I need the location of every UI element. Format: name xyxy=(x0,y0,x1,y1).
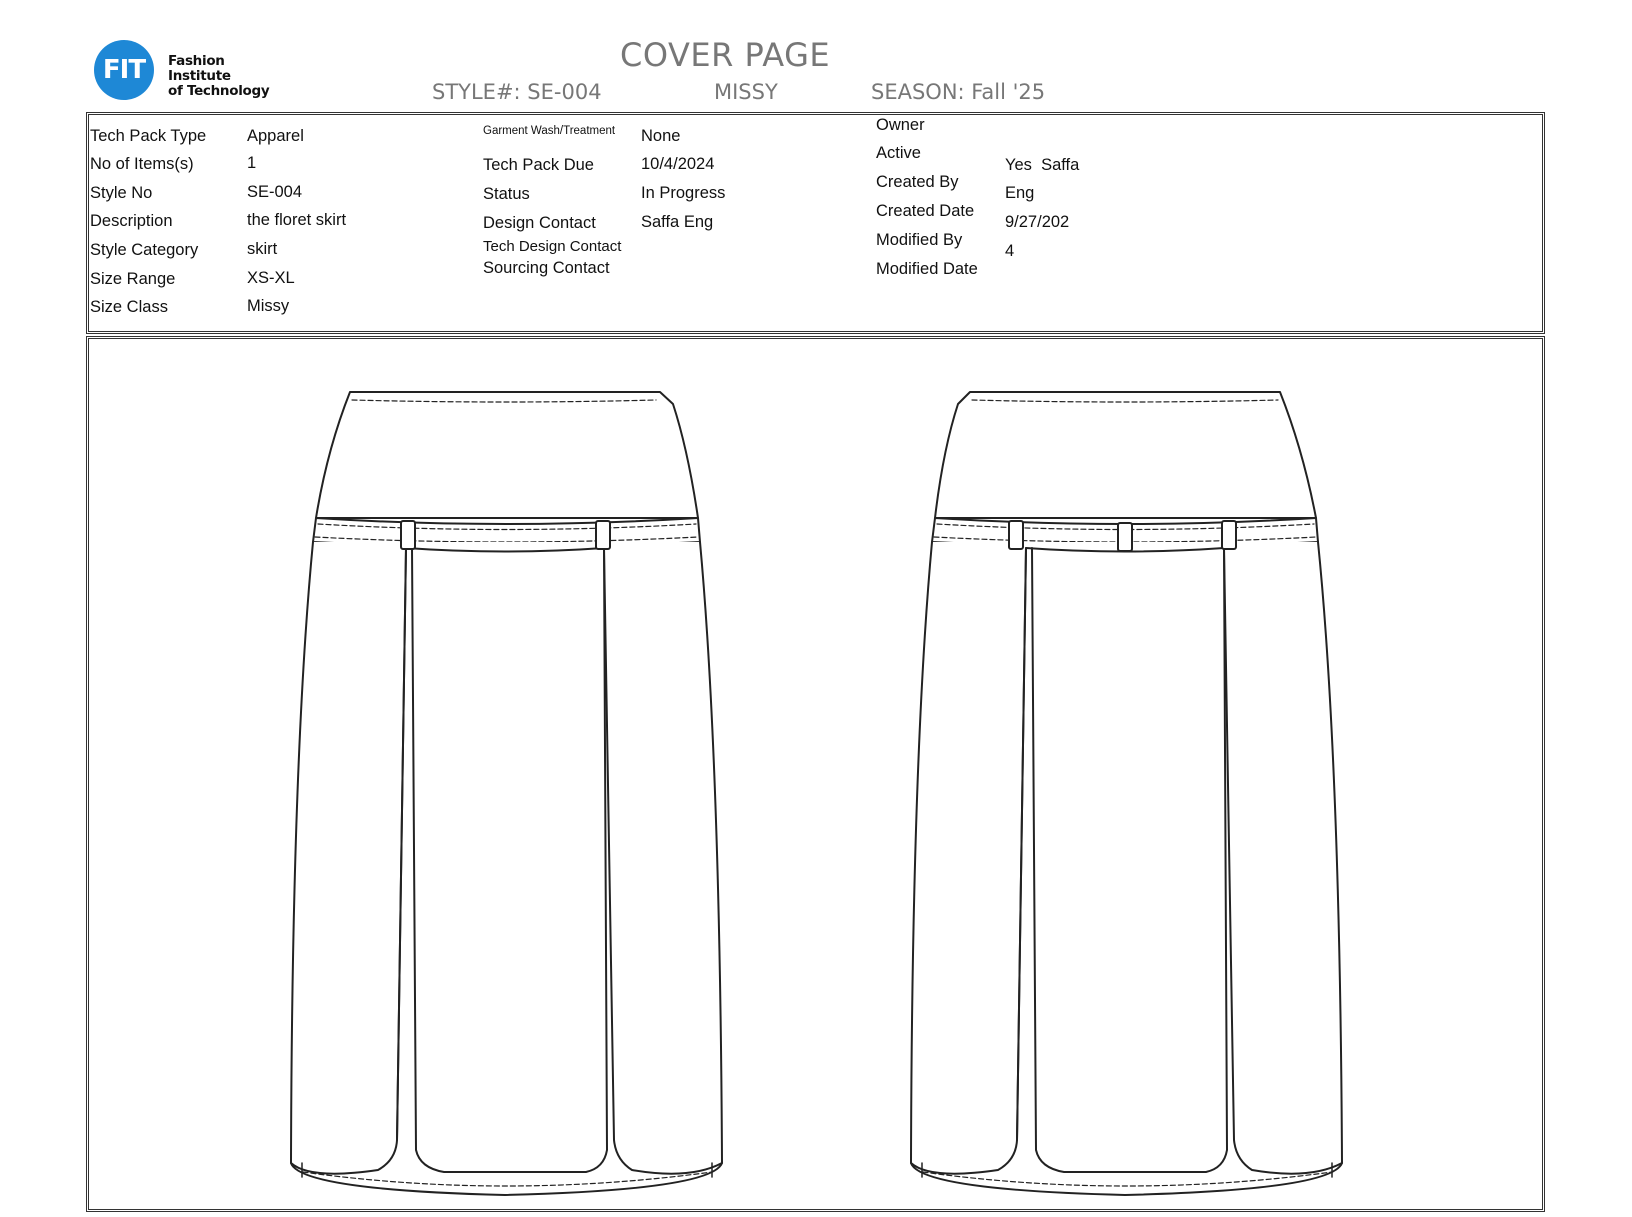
value-design-contact: Saffa Eng xyxy=(641,213,714,231)
value-created-by-cont: Eng xyxy=(1005,184,1035,202)
label-tech-pack-type: Tech Pack Type xyxy=(90,127,207,145)
page-title: COVER PAGE xyxy=(620,36,831,74)
label-size-class: Size Class xyxy=(90,298,168,316)
label-garment-wash: Garment Wash/Treatment xyxy=(483,125,616,137)
label-style-no: Style No xyxy=(90,184,153,202)
label-tech-design-contact: Tech Design Contact xyxy=(483,238,622,255)
label-sourcing-contact: Sourcing Contact xyxy=(483,259,610,277)
front-skirt-sketch xyxy=(291,392,722,1195)
value-tech-pack-due: 10/4/2024 xyxy=(641,155,715,173)
logo-line-1: Fashion Institute xyxy=(168,53,231,84)
season: SEASON: Fall '25 xyxy=(871,80,1046,104)
label-owner: Owner xyxy=(876,116,925,134)
label-modified-by: Modified By xyxy=(876,231,963,249)
label-size-range: Size Range xyxy=(90,270,176,288)
fit-logo-mark: FIT xyxy=(94,40,154,100)
size-class-heading: MISSY xyxy=(714,80,778,104)
logo-line-2: of Technology xyxy=(168,83,270,99)
value-no-of-items: 1 xyxy=(247,154,257,172)
label-no-of-items: No of Items(s) xyxy=(90,155,194,173)
value-description: the floret skirt xyxy=(247,211,347,229)
label-modified-date: Modified Date xyxy=(876,260,978,278)
value-garment-wash: None xyxy=(641,127,681,145)
value-size-class: Missy xyxy=(247,297,290,315)
label-created-date: Created Date xyxy=(876,202,975,220)
label-tech-pack-due: Tech Pack Due xyxy=(483,156,594,174)
value-created-date-cont: 4 xyxy=(1005,242,1015,260)
style-number: STYLE#: SE-004 xyxy=(432,80,602,104)
back-skirt-sketch xyxy=(911,392,1342,1195)
value-style-no: SE-004 xyxy=(247,183,303,201)
value-tech-pack-type: Apparel xyxy=(247,127,304,145)
label-design-contact: Design Contact xyxy=(483,214,596,232)
value-status: In Progress xyxy=(641,184,726,202)
label-style-category: Style Category xyxy=(90,241,199,259)
value-active-created-by: Yes Saffa xyxy=(1005,156,1080,174)
label-description: Description xyxy=(90,212,173,230)
value-created-date: 9/27/202 xyxy=(1005,213,1070,231)
label-status: Status xyxy=(483,185,530,203)
value-size-range: XS-XL xyxy=(247,269,295,287)
value-style-category: skirt xyxy=(247,240,278,258)
label-active: Active xyxy=(876,144,921,162)
label-created-by: Created By xyxy=(876,173,959,191)
